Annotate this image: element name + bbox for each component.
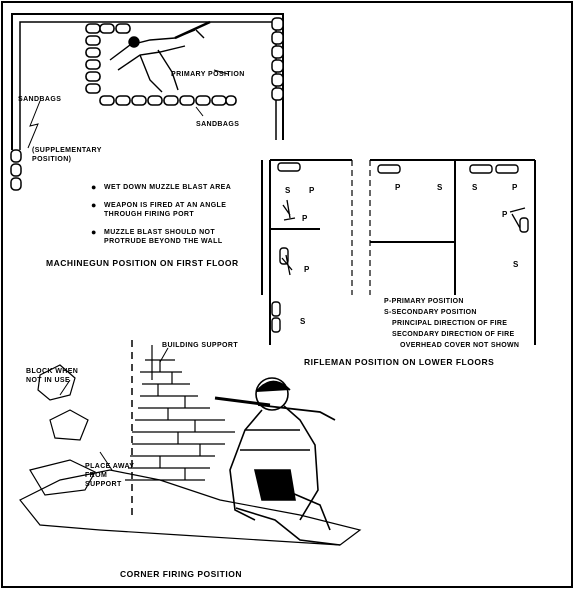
mark-s: S [300, 317, 306, 326]
mark-p: P [512, 183, 518, 192]
mark-p: P [304, 265, 310, 274]
mark-s: S [285, 186, 291, 195]
primary-position-label: PRIMARY POSITION [171, 71, 245, 78]
rifleman-caption: RIFLEMAN POSITION ON LOWER FLOORS [304, 357, 495, 367]
mark-s: S [437, 183, 443, 192]
corner-caption: CORNER FIRING POSITION [120, 569, 242, 579]
right-wall-sandbags [272, 18, 283, 100]
bullet-item [91, 227, 254, 246]
sandbags-label-left: SANDBAGS [18, 96, 62, 103]
bullet-text: WEAPON IS FIRED AT AN ANGLE THROUGH FIRING PORT [104, 202, 227, 218]
mark-p: P [395, 183, 401, 192]
key-primary: P-PRIMARY POSITION [384, 298, 464, 305]
mark-p: P [309, 186, 315, 195]
bullet-item [91, 200, 254, 219]
sandbags-label-right: SANDBAGS [196, 121, 240, 128]
machinegun-caption: MACHINEGUN POSITION ON FIRST FLOOR [46, 258, 239, 268]
mark-s: S [513, 260, 519, 269]
bullet-icon: ● [91, 182, 97, 192]
bullet-text: MUZZLE BLAST SHOULD NOT PROTRUDE BEYOND THE WALL [104, 229, 223, 245]
primary-sandbag-enclosure [86, 24, 236, 105]
bullet-icon: ● [91, 227, 97, 237]
mark-p: P [302, 214, 308, 223]
supplementary-sandbags [11, 150, 21, 190]
rifleman-figures [282, 200, 525, 275]
key-secondary: S-SECONDARY POSITION [384, 309, 477, 316]
key-principal-fire: PRINCIPAL DIRECTION OF FIRE [392, 320, 508, 327]
bullet-text: WET DOWN MUZZLE BLAST AREA [104, 184, 232, 191]
block-when-not-in-use-label: BLOCK WHEN NOT IN USE [26, 368, 79, 384]
place-away-from-support-label: PLACE AWAY FROM SUPPORT [85, 463, 135, 488]
mark-s: S [472, 183, 478, 192]
supplementary-position-label: (SUPPLEMENTARY POSITION) [32, 147, 102, 163]
mark-p: P [502, 210, 508, 219]
bullet-icon: ● [91, 200, 97, 210]
building-support-label: BUILDING SUPPORT [162, 342, 239, 349]
key-secondary-fire: SECONDARY DIRECTION OF FIRE [392, 331, 515, 338]
bullet-item [91, 182, 254, 192]
rubble [20, 365, 360, 545]
key-overhead-cover: OVERHEAD COVER NOT SHOWN [400, 342, 520, 349]
